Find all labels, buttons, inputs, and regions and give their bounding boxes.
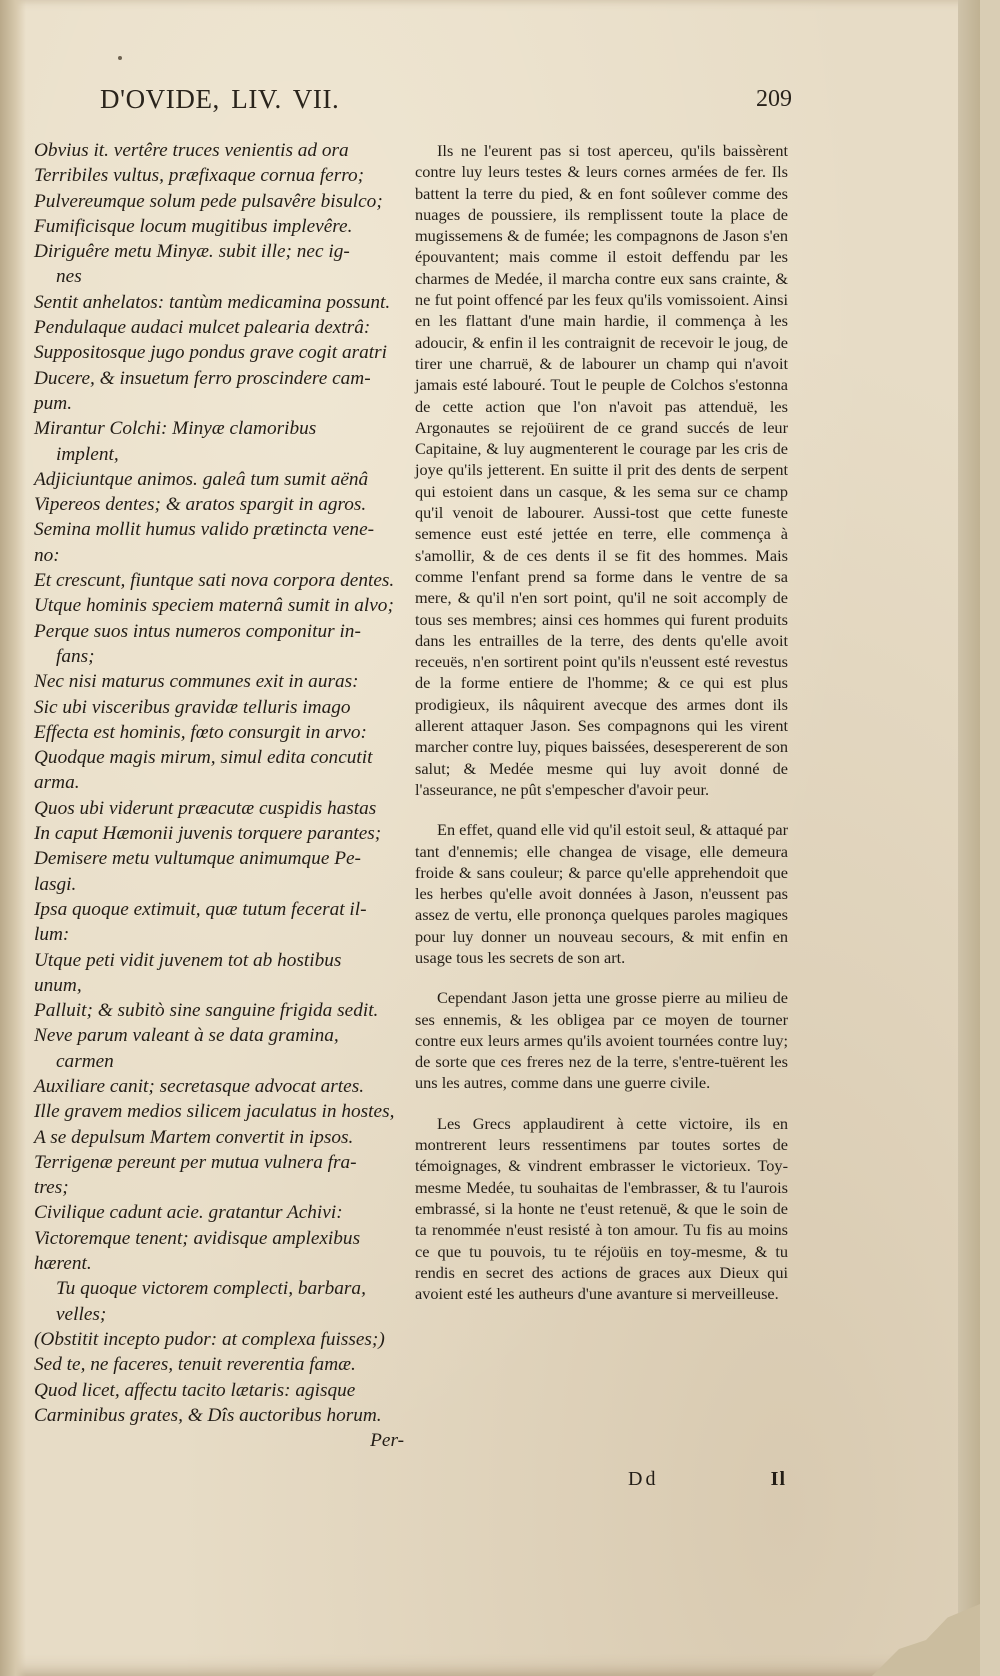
verse-line: Sic ubi visceribus gravidæ telluris imago — [34, 696, 351, 718]
catchword: Il — [770, 1468, 786, 1490]
verse-line: Mirantur Colchi: Minyæ clamoribus — [34, 418, 317, 440]
prose-paragraph: Cependant Jason jetta une grosse pierre au milieu de ses ennemis, & les obligea par ce moyen de tourner contre eux leurs armes qu'ils avoient tournées contre luy; de sorte que ces freres nez de la terre, s'entre-tuërent les uns les autres, comme dans une guerre civile. — [415, 988, 788, 1093]
verse-line: Ducere, & insuetum ferro proscindere cam- — [34, 367, 371, 389]
binding-gutter — [0, 0, 26, 1676]
verse-line: lasgi. — [34, 873, 77, 895]
prose-paragraph: Ils ne l'eurent pas si tost aperceu, qu'ils baissèrent contre luy leurs testes & leurs cornes armées de fer. Ils battent la terre du pied, & en font soûlever comme des nuages de poussiere, ils remplissent toute la place de mugissemens & de fumée; les compagnons de Jason s'en épouvantent; mais comme il estoit deffendu par les charmes de Medée, il marcha contre eux sans crainte, & ne fut point offencé par les feux qu'ils vomissoient. Ainsi en les flattant d'une main hardie, il commença à les adoucir, & enfin il les contraignit de recevoir le joug, de tirer une charruë, & de labourer un champ qui n'avoit jamais esté labouré. Tout le peuple de Colchos s'estonna de cette action que l'on n'avoit pas attenduë, les Argonautes se rejoüirent de ce grand succés de leur Capitaine, & luy augmenterent le courage par les cris de joye qu'ils jetterent. En suitte il prit des dents de serpent qui estoient dans un casque, & les sema sur ce champ qu'il venoit de labourer. Aussi-tost que cette funeste semence eust esté jettée en terre, elle commença à s'amollir, & de ces dents il se fit des hommes. Mais comme l'enfant prend sa forme dans le ventre de sa mere, & qu'il n'en sort point, qu'il ne soit accomply de tous ses membres; ainsi ces hommes qui furent produits dans les entrailles de la terre, des dents qu'elle avoit receuës, n'en sortirent point qu'ils n'eussent esté revestus de la forme entiere de l'homme; & ce qui est plus prodigieux, ils nâquirent avecque des armes dont ils allerent attaquer Jason. Ses compagnons qui les virent marcher contre luy, piques baissées, desespererent de son salut; & Medée mesme qui luy avoit donné de l'asseurance, ne pût s'empescher d'avoir peur. — [415, 141, 788, 799]
verse-line: Carminibus grates, & Dîs auctoribus horum. — [34, 1404, 382, 1426]
verse-line: Perque suos intus numeros componitur in- — [34, 620, 361, 642]
verse-line: Pendulaque audaci mulcet palearia dextrâ: — [34, 317, 371, 339]
verse-line: Vipereos dentes; & aratos spargit in agros. — [34, 494, 367, 516]
page-header — [100, 80, 790, 120]
verse-line: lum: — [34, 924, 70, 946]
signature-mark: Dd — [628, 1468, 659, 1490]
verse-line: arma. — [34, 772, 80, 794]
verse-line: implent, — [56, 443, 119, 465]
verse-line: Victoremque tenent; avidisque amplexibus — [34, 1227, 361, 1249]
verse-line: Quodque magis mirum, simul edita concutit — [34, 747, 373, 769]
verse-line: Auxiliare canit; secretasque advocat artes. — [34, 1075, 365, 1097]
verse-line: tres; — [34, 1177, 69, 1199]
verse-line: Quod licet, affectu tacito lætaris: agisque — [34, 1379, 356, 1401]
verse-line: velles; — [56, 1303, 107, 1325]
french-prose-column — [415, 140, 788, 1323]
verse-line: Effecta est hominis, fœto consurgit in arvo: — [34, 721, 367, 743]
verse-line: Palluit; & subitò sine sanguine frigida sedit. — [34, 1000, 379, 1022]
verse-line: carmen — [56, 1050, 114, 1072]
verse-line: Sentit anhelatos: tantùm medicamina possunt. — [34, 291, 391, 313]
verse-line: hærent. — [34, 1253, 92, 1275]
verse-line: Fumificisque locum mugitibus implevêre. — [34, 215, 353, 237]
verse-line: Neve parum valeant à se data gramina, — [34, 1025, 339, 1047]
verse-line: In caput Hæmonii juvenis torquere parantes; — [34, 823, 382, 845]
torn-corner — [800, 1586, 980, 1676]
verse-line: Utque hominis speciem maternâ sumit in alvo; — [34, 595, 394, 617]
verse-line: Obvius it. vertêre truces venientis ad ora — [34, 140, 349, 161]
verse-line: Ille gravem medios silicem jaculatus in hostes, — [34, 1101, 395, 1123]
verse-line: no: — [34, 544, 60, 566]
verse-line: unum, — [34, 974, 82, 996]
verse-line: Quos ubi viderunt præacutæ cuspidis hastas — [34, 797, 377, 819]
verse-line: Et crescunt, fiuntque sati nova corpora dentes. — [34, 570, 395, 592]
verse-line: Tu quoque victorem complecti, barbara, — [56, 1278, 366, 1300]
verse-line: Terribiles vultus, præfixaque cornua ferro; — [34, 165, 365, 187]
ink-spot — [118, 56, 122, 60]
verse-line: Sed te, ne faceres, tenuit reverentia famæ. — [34, 1354, 356, 1376]
verse-line: Ipsa quoque extimuit, quæ tutum fecerat il- — [34, 898, 367, 920]
verse-line: Terrigenæ pereunt per mutua vulnera fra- — [34, 1151, 357, 1173]
verse-line: Diriguêre metu Minyæ. subit ille; nec ig- — [34, 241, 350, 263]
verse-line: Civilique cadunt acie. gratantur Achivi: — [34, 1202, 343, 1224]
verse-line: Per- — [370, 1430, 404, 1452]
verse-line: fans; — [56, 645, 95, 667]
verse-line: A se depulsum Martem convertit in ipsos. — [34, 1126, 354, 1148]
verse-line: Adjiciuntque animos. galeâ tum sumit aënâ — [34, 468, 369, 490]
verse-line: pum. — [34, 392, 73, 414]
verse-line: Semina mollit humus valido prætincta vene- — [34, 519, 375, 541]
page-number: 209 — [756, 86, 792, 112]
verse-line: Suppositosque jugo pondus grave cogit aratri — [34, 342, 387, 364]
latin-verse-column — [34, 138, 404, 1453]
page-footer — [590, 1468, 790, 1498]
prose-paragraph: En effet, quand elle vid qu'il estoit seul, & attaqué par tant d'ennemis; elle changea de visage, elle demeura froide & sans couleur; & parce qu'elle apprehendoit que les herbes qu'elle avoit données à Jason, n'eussent pas assez de vertu, elle prononça quelques paroles magiques pour luy donner un nouveau secours, & mit enfin en usage tous les secrets de son art. — [415, 820, 788, 967]
verse-line: (Obstitit incepto pudor: at complexa fuisses;) — [34, 1328, 385, 1350]
running-title: D'OVIDE, LIV. VII. — [100, 84, 340, 114]
page-edge — [958, 0, 980, 1676]
verse-line: Nec nisi maturus communes exit in auras: — [34, 671, 359, 693]
prose-paragraph: Les Grecs applaudirent à cette victoire, ils en montrerent leurs ressentimens par toutes sortes de témoignages, & vindrent embrasser le victorieux. Toy-mesme Medée, tu souhaitas de l'embrasser, & tu l'aurois embrassé, si la honte ne t'eust retenuë, & que le soin de ta renommée n'eust resisté à ton amour. Tu fis au moins ce que tu pouvois, tu te réjoüis en toy-mesme, & tu rendis en secret des actions de graces aux Dieux qui avoient esté les autheurs d'une avanture si merveilleuse. — [415, 1113, 788, 1304]
verse-line: Demisere metu vultumque animumque Pe- — [34, 848, 361, 870]
verse-line: Utque peti vidit juvenem tot ab hostibus — [34, 949, 342, 971]
verse-line: nes — [56, 266, 82, 288]
verse-line: Pulvereumque solum pede pulsavêre bisulco; — [34, 190, 383, 212]
